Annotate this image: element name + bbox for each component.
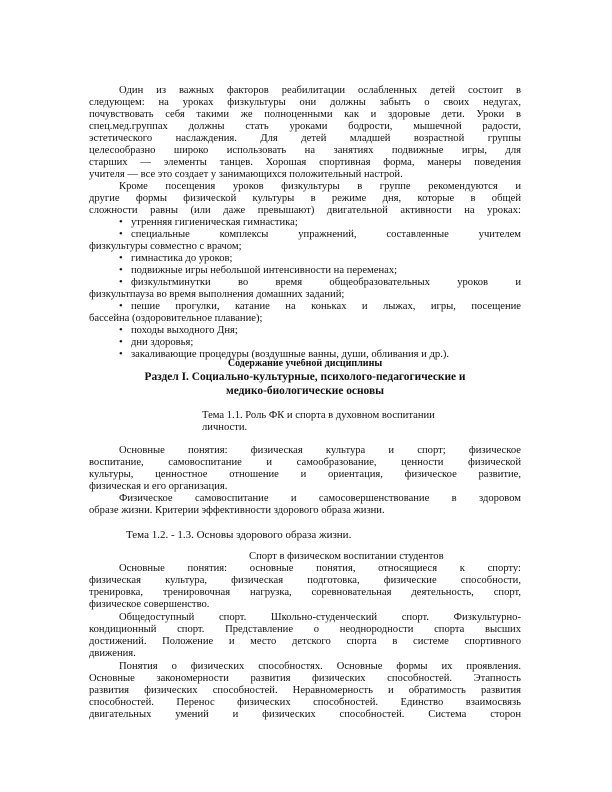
bullet-item: • гимнастика до уроков; [119, 253, 521, 265]
bullet-item: • физкультминутки во время общеобразовательных уроков и [119, 277, 521, 289]
sport-body-line: Общедоступный спорт. Школьно-студенческий спорт. Физкультурно- [119, 612, 521, 623]
intro-line: почувствовать себя такими же полноценными как и здоровые дети. Уроки в [89, 109, 521, 120]
intro-line: старших — элементы танцев. Хорошая спортивная форма, манеры поведения [89, 157, 521, 168]
topic-body-line: физическая и его организация. [89, 481, 228, 492]
topic-body-line: воспитание, самовоспитание и самообразование, ценности физической [89, 457, 521, 468]
sport-body-line: физическая культура, физическая подготовка, физические способности, [89, 575, 521, 586]
subsection-heading: Спорт в физическом воспитании студентов [249, 551, 444, 562]
bullet-item-cont: физкультуры совместно с врачом; [89, 241, 242, 252]
topic-title: Тема 1.1. Роль ФК и спорта в духовном воспитании [202, 410, 435, 421]
sport-body-line: двигательных умений и физических способностей. Система сторон [89, 709, 521, 720]
bullet-item: • дни здоровья; [119, 337, 521, 349]
section-title: Раздел I. Социально-культурные, психолого-педагогические и [144, 371, 466, 383]
sport-body-line: тренировка, тренировочная нагрузка, соревновательная деятельность, спорт, [89, 587, 521, 598]
sport-body-line: физическое совершенство. [89, 599, 210, 610]
intro-line: следующем: на уроках физкультуры они должны забыть о своих недугах, [89, 97, 521, 108]
sport-body-line: Понятия о физических способностях. Основные формы их проявления. [119, 661, 521, 672]
bullet-item: • специальные комплексы упражнений, составленные учителем [119, 229, 521, 241]
extra-line: Кроме посещения уроков физкультуры в группе рекомендуются и [119, 181, 521, 192]
bullet-item-cont: физкультпауза во время выполнения домашних заданий; [89, 289, 345, 300]
contents-heading: Содержание учебной дисциплины [227, 359, 383, 369]
intro-line: целесообразно широко использовать на занятиях подвижные игры, для [89, 145, 521, 156]
intro-line: Один из важных факторов реабилитации ослабленных детей состоит в [119, 85, 521, 96]
bullet-item: • походы выходного Дня; [119, 325, 521, 337]
bullet-item-cont: бассейна (оздоровительное плавание); [89, 313, 263, 324]
sport-body-line: достижений. Положение и место детского спорта в системе спортивного [89, 636, 521, 647]
sport-body-line: способностей. Перенос физических способностей. Единство взаимосвязь [89, 697, 521, 708]
intro-line: спец.мед.группах должны стать уроками бодрости, мышечной радости, [89, 121, 521, 132]
topic-body-line: Физическое самовоспитание и самосовершенствование в здоровом [119, 493, 521, 504]
topic-body-line: культуры, ценностное отношение и ориентация, физическое развитие, [89, 469, 521, 480]
bullet-item: • подвижные игры небольшой интенсивности на переменах; [119, 265, 521, 277]
sport-body-line: Основные понятия: основные понятия, относящиеся к спорту: [119, 563, 521, 574]
topic-body-line: образе жизни. Критерии эффективности здорового образа жизни. [89, 505, 385, 516]
sport-body-line: Основные закономерности развития физических способностей. Этапность [89, 673, 521, 684]
sport-body-line: движения. [89, 648, 136, 659]
intro-line: эстетического наслаждения. Для детей младшей возрастной группы [89, 133, 521, 144]
bullet-item: • утренняя гигиеническая гимнастика; [119, 217, 521, 229]
section-title: медико-биологические основы [226, 385, 384, 397]
intro-line: учителя — все это создает у занимающихся положительный настрой. [89, 169, 403, 180]
bullet-item: • закаливающие процедуры (воздушные ванны, души, обливания и др.). [119, 349, 521, 361]
sport-body-line: кондиционный спорт. Представление о неоднородности спорта высших [89, 624, 521, 635]
topic-title: личности. [202, 422, 248, 433]
bullet-item: • пешие прогулки, катание на коньках и лыжах, игры, посещение [119, 301, 521, 313]
topic-title: Тема 1.2. - 1.3. Основы здорового образа жизни. [126, 529, 352, 541]
extra-line: сложности равны (или даже превышают) двигательной активности на уроках: [89, 205, 521, 216]
topic-body-line: Основные понятия: физическая культура и спорт; физическое [119, 445, 521, 456]
extra-line: другие формы физической культуры в режиме дня, которые в общей [89, 193, 521, 204]
sport-body-line: развития физических способностей. Неравномерность и обратимость развития [89, 685, 521, 696]
